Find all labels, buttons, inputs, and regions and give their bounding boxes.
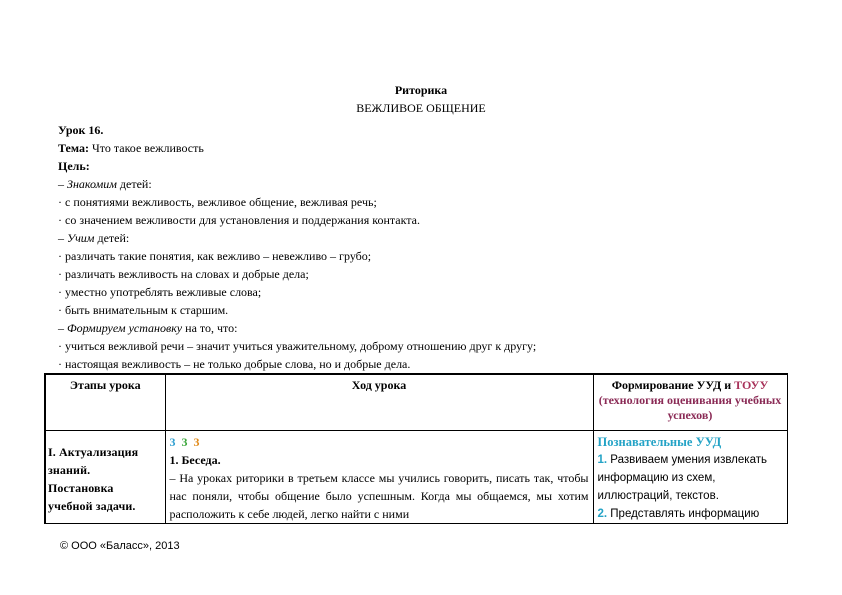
stage-cell [45, 431, 165, 524]
familiarize-label: Знакомим [67, 177, 117, 191]
uud-item-text: Развиваем умения извлекать информацию из схем, иллюстраций, текстов. [597, 454, 767, 502]
marker-1: 3 [169, 435, 176, 449]
dash: – [58, 177, 67, 191]
lesson-number: Урок 16. [58, 123, 104, 137]
uud-prefix: Формирование УУД и [611, 378, 735, 392]
uud-item [598, 451, 783, 505]
course-heading: 1. Беседа. [169, 453, 221, 467]
stage-line: I. Актуализация [48, 445, 139, 459]
uud-item-number: 1. [597, 454, 608, 466]
marker-3: 3 [193, 435, 200, 449]
list-item: · настоящая вежливость – не только добрые слова, но и добрые дела. [58, 357, 411, 371]
lesson-title: ВЕЖЛИВОЕ ОБЩЕНИЕ [356, 101, 486, 115]
stage-line: Постановка [48, 481, 114, 495]
stage-line: учебной задачи. [48, 499, 136, 513]
dash: – [58, 231, 67, 245]
header-uud [593, 374, 787, 431]
uud-item-number: 2. [597, 508, 608, 520]
list-item: · учиться вежливой речи – значит учиться уважительному, доброму отношению друг к другу; [58, 339, 537, 353]
lesson-topic [58, 139, 798, 157]
course-text: – На уроках риторики в третьем классе мы учились говорить, писать так, чтобы нас поняли, чтобы общение было успешным. Когда мы общаемся, мы хотим расположить к себе людей, легко найти с ними [169, 471, 589, 521]
list-item: · с понятиями вежливость, вежливое общение, вежливая речь; [58, 195, 377, 209]
teach-heading [58, 229, 798, 247]
copyright-footer: © ООО «Баласс», 2013 [60, 540, 180, 552]
familiarize-rest: детей: [116, 177, 152, 191]
list-item: · различать вежливость на словах и добрые дела; [58, 267, 309, 281]
stage-line: знаний. [48, 463, 91, 477]
form-rest: на то, что: [182, 321, 238, 335]
subject-title: Риторика [394, 83, 448, 97]
header-stages: Этапы урока [45, 374, 165, 431]
uud-heading: Познавательные УУД [597, 435, 722, 449]
marker-row [170, 433, 589, 451]
form-label: Формируем установку [67, 321, 183, 335]
dash: – [58, 321, 67, 335]
list-item: · различать такие понятия, как вежливо – невежливо – грубо; [58, 249, 372, 263]
uud-cell [593, 431, 787, 524]
course-cell [165, 431, 593, 524]
list-item: · уместно употреблять вежливые слова; [58, 285, 262, 299]
lesson-plan-table [44, 373, 788, 524]
topic-label: Тема: [58, 141, 89, 155]
form-heading [58, 319, 798, 337]
uud-subtitle: (технология оценивания учебных успехов) [598, 393, 782, 422]
list-item: · быть внимательным к старшим. [58, 303, 229, 317]
header-course: Ход урока [165, 374, 593, 431]
uud-item-text: Представлять информацию [607, 508, 760, 520]
topic-text: Что такое вежливость [91, 141, 204, 155]
marker-2: 3 [181, 435, 188, 449]
table-header-row [45, 374, 787, 431]
uud-item [598, 505, 783, 523]
goal-label: Цель: [58, 159, 90, 173]
lesson-description [58, 121, 798, 373]
table-row [45, 431, 787, 524]
familiarize-heading [58, 175, 798, 193]
teach-label: Учим [67, 231, 95, 245]
toou-label: ТОУУ [734, 378, 769, 392]
list-item: · со значением вежливости для установления и поддержания контакта. [58, 213, 420, 227]
teach-rest: детей: [94, 231, 130, 245]
